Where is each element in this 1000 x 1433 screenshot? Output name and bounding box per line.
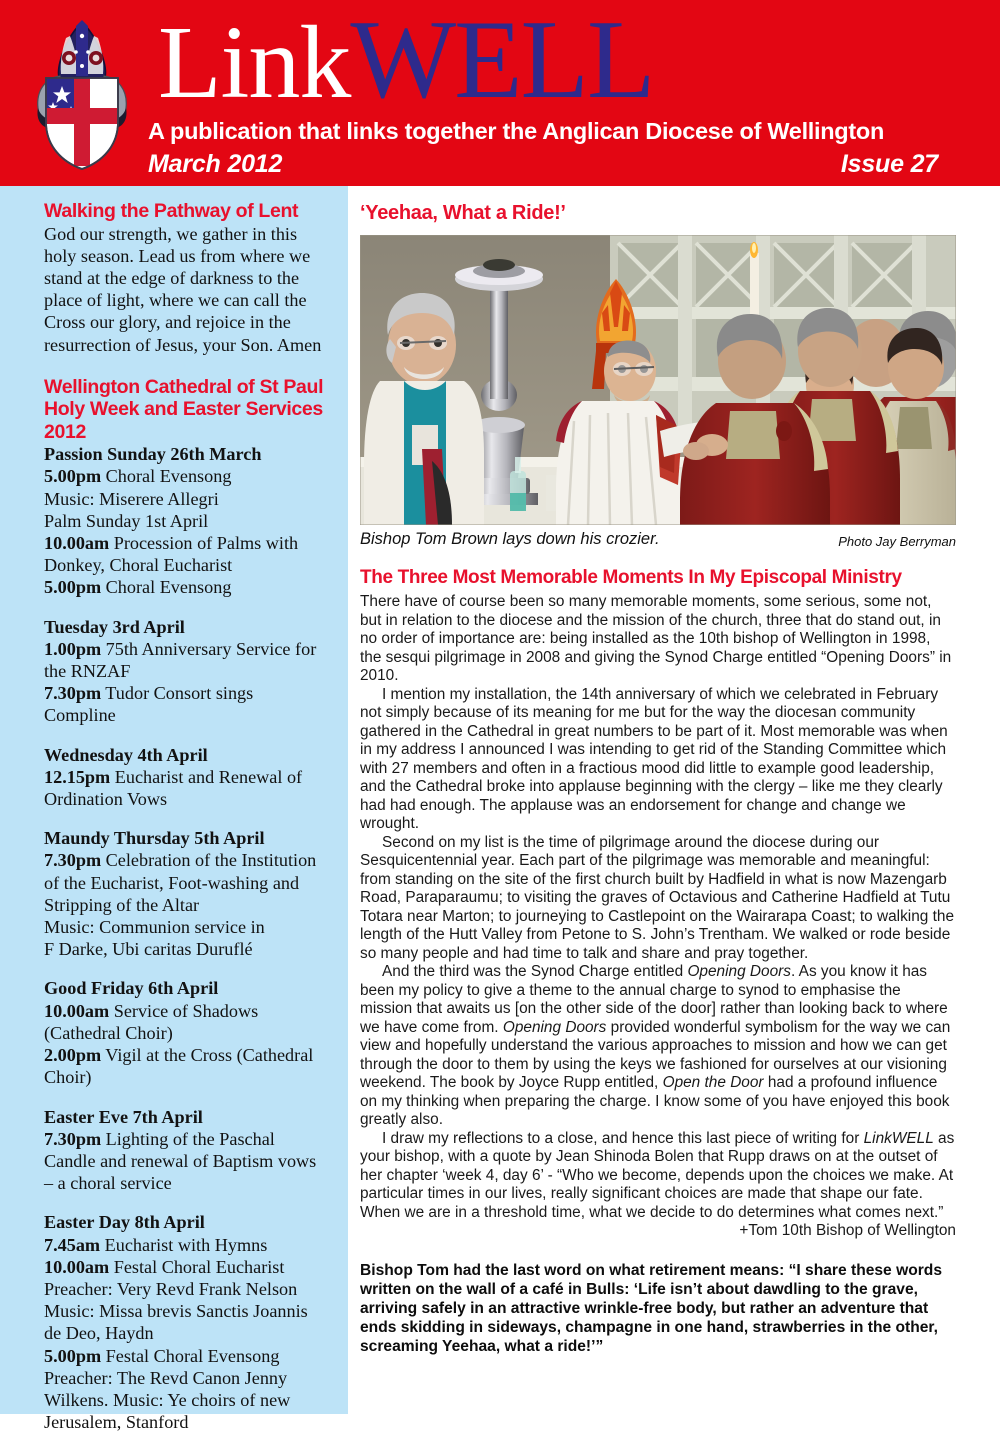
sidebar-heading-lent: Walking the Pathway of Lent bbox=[44, 200, 299, 222]
wordmark-well: WELL bbox=[350, 0, 654, 122]
service-time: 2.00pm bbox=[44, 1045, 102, 1066]
service-line: Music: Missa brevis Sanctis Joannis de Deo, Haydn bbox=[44, 1301, 308, 1344]
italic-title: Opening Doors bbox=[502, 1018, 607, 1036]
service-day: Wednesday 4th April bbox=[44, 744, 208, 765]
service-line: 10.00am Service of Shadows (Cathedral Choir) bbox=[44, 1000, 259, 1043]
service-block bbox=[44, 616, 326, 727]
service-line: Preacher: Very Revd Frank Nelson bbox=[44, 1278, 298, 1299]
sidebar-services-list bbox=[44, 443, 326, 1433]
service-line: 7.30pm Tudor Consort sings Compline bbox=[44, 683, 254, 726]
service-day: Maundy Thursday 5th April bbox=[44, 828, 265, 849]
masthead-issue-row bbox=[148, 150, 938, 179]
service-time: 12.15pm bbox=[44, 766, 111, 787]
issue-date: March 2012 bbox=[148, 150, 283, 178]
anglican-diocese-crest bbox=[26, 16, 138, 174]
service-time: 10.00am bbox=[44, 533, 110, 554]
service-line: Music: Communion service in bbox=[44, 917, 265, 938]
service-time: 10.00am bbox=[44, 1000, 110, 1021]
service-line: Palm Sunday 1st April bbox=[44, 510, 209, 531]
service-line: 10.00am Procession of Palms with Donkey, Choral Eucharist bbox=[44, 533, 299, 576]
service-line: 2.00pm Vigil at the Cross (Cathedral Choir) bbox=[44, 1045, 314, 1088]
service-block bbox=[44, 1106, 326, 1195]
article-paragraph: There have of course been so many memorable moments, some serious, some not, but in relation to the diocese and the mission of the church, three that do stand out, in no order of importance are: being installed as the 10th bishop of Wellington in 1998, the sesqui pilgrimage in 2008 and giving the Synod Charge entitled “Opening Doors” in 2010. bbox=[360, 593, 952, 684]
article-heading: The Three Most Memorable Moments In My Episcopal Ministry bbox=[360, 567, 902, 588]
service-line: Preacher: The Revd Canon Jenny Wilkens. Music: Ye choirs of new Jerusalem, Stanford bbox=[44, 1367, 291, 1433]
service-line: 7.30pm Lighting of the Paschal Candle and renewal of Baptism vows – a choral service bbox=[44, 1128, 317, 1194]
service-time: 7.30pm bbox=[44, 850, 102, 871]
service-line: 12.15pm Eucharist and Renewal of Ordination Vows bbox=[44, 766, 303, 810]
sidebar-lent-prayer: God our strength, we gather in this holy season. Lead us from where we stand at the edge of darkness to the place of light, where we can call the Cross our glory, and rejoice in the resurrection of Jesus, your Son. Amen bbox=[44, 223, 322, 355]
masthead-banner bbox=[0, 0, 1000, 186]
service-block bbox=[44, 977, 326, 1088]
service-time: 7.30pm bbox=[44, 1128, 102, 1149]
service-block bbox=[44, 744, 326, 811]
service-line: 10.00am Festal Choral Eucharist bbox=[44, 1256, 285, 1277]
service-line: 1.00pm 75th Anniversary Service for the RNZAF bbox=[44, 638, 317, 682]
article-body bbox=[360, 593, 956, 1241]
article-paragraph: I draw my reflections to a close, and hence this last piece of writing for LinkWELL as your bishop, with a quote by Jean Shinoda Bolen that Rupp draws on at the outset of her chapter ‘week 4, day 6’ - “Who we become, depends upon the choices we make. At particular times in our lives, really significant choices are made that shape our fate. When we are in a threshold time, what we decide to do determines what comes next.” bbox=[360, 1129, 955, 1221]
sidebar-heading-services: Wellington Cathedral of St Paul Holy Week and Easter Services 2012 bbox=[44, 375, 324, 443]
service-line: 5.00pm Choral Evensong bbox=[44, 466, 232, 487]
service-time: 10.00am bbox=[44, 1256, 110, 1277]
italic-title: Open the Door bbox=[662, 1074, 764, 1091]
wordmark-link: Link bbox=[158, 5, 351, 120]
article-paragraph: Second on my list is the time of pilgrimage around the diocese during our Sesquicentennial year. Each part of the pilgrimage was memorable and meaningful: from standing on the site of the first church built by Hadfield in what is now Mazengarb Road, Paraparaumu; to visiting the graves of Octavious and Catherine Hadfield at Tutu Totara near Marton; to journeying to Castlepoint on the Wairarapa Coast; to walking the length of the Hutt Valley from Petone to S. John’s Trentham. We walked or rode beside so many people and had time to talk and share and pray together. bbox=[360, 833, 955, 962]
photo-credit: Photo Jay Berryman bbox=[838, 534, 956, 549]
service-block bbox=[44, 1211, 326, 1433]
service-time: 5.00pm bbox=[44, 466, 102, 487]
service-day: Easter Day 8th April bbox=[44, 1212, 205, 1233]
service-time: 7.30pm bbox=[44, 683, 102, 704]
service-line: 5.00pm Choral Evensong bbox=[44, 577, 232, 598]
pull-quote: Bishop Tom had the last word on what retirement means: “I share these words written on the wall of a café in Bulls: ‘Life isn’t about dawdling to the grave, arriving safely in an attractive wrinkle-free body, but rather an adventure that ends skidding in sideways, champagne in one hand, strawberries in the other, screaming Yeehaa, what a ride!’” bbox=[360, 1261, 942, 1355]
masthead-tagline: A publication that links together the Anglican Diocese of Wellington bbox=[148, 118, 884, 144]
issue-number: Issue 27 bbox=[840, 150, 938, 178]
italic-title: Opening Doors bbox=[687, 963, 791, 980]
article-signature: +Tom 10th Bishop of Wellington bbox=[739, 1222, 956, 1239]
photo-caption-row bbox=[360, 530, 956, 549]
photo-caption: Bishop Tom Brown lays down his crozier. bbox=[360, 530, 660, 548]
bishop-laying-down-crozier-photo bbox=[360, 235, 956, 525]
article-kicker: ‘Yeehaa, What a Ride!’ bbox=[360, 202, 566, 224]
service-block bbox=[44, 443, 326, 598]
service-line: 5.00pm Festal Choral Evensong bbox=[44, 1345, 280, 1366]
service-time: 1.00pm bbox=[44, 638, 102, 659]
sidebar-column bbox=[0, 186, 348, 1433]
service-day: Passion Sunday 26th March bbox=[44, 444, 262, 465]
service-time: 5.00pm bbox=[44, 577, 102, 598]
article-paragraph: I mention my installation, the 14th anniversary of which we celebrated in February not simply because of its meaning for me but for the way the diocesan community gathered in the Cathedral in great numbers to be part of it. Most memorable was when in my address I announced I was intending to get rid of the Standing Committee which with 27 members and often in a fractious mood did little to example good leadership, and the Cathedral broke into applause beginning with the clergy – like me they clearly had had enough. The applause was an endorsement for change and change we wrought. bbox=[360, 685, 948, 832]
service-line: 7.30pm Celebration of the Institution of the Eucharist, Foot-washing and Stripping of the Altar bbox=[44, 850, 317, 915]
publication-wordmark bbox=[158, 0, 654, 122]
service-line: 7.45am Eucharist with Hymns bbox=[44, 1234, 268, 1255]
service-day: Tuesday 3rd April bbox=[44, 616, 185, 637]
main-column bbox=[360, 186, 960, 1356]
service-block bbox=[44, 827, 326, 960]
service-day: Easter Eve 7th April bbox=[44, 1106, 203, 1127]
service-time: 5.00pm bbox=[44, 1345, 102, 1366]
service-line: F Darke, Ubi caritas Duruflé bbox=[44, 939, 253, 960]
article-paragraph: And the third was the Synod Charge entitled Opening Doors. As you know it has been my policy to give a theme to the annual charge to synod to emphasise the mission that awaits us [on the other side of the door] rather than looking back to where we have come from. Opening Doors provided wonderful symbolism for the way we can view and hopefully understand the various approaches to mission and how we can get through the door to them by using the keys we fashioned for ourselves at our visioning weekend. The book by Joyce Rupp entitled, Open the Door had a profound influence on my thinking when preparing the charge. I know some of you have enjoyed this book greatly also. bbox=[360, 963, 951, 1128]
service-time: 7.45am bbox=[44, 1234, 101, 1255]
service-line: Music: Miserere Allegri bbox=[44, 488, 219, 509]
service-day: Good Friday 6th April bbox=[44, 978, 219, 999]
italic-title: LinkWELL bbox=[863, 1129, 934, 1147]
